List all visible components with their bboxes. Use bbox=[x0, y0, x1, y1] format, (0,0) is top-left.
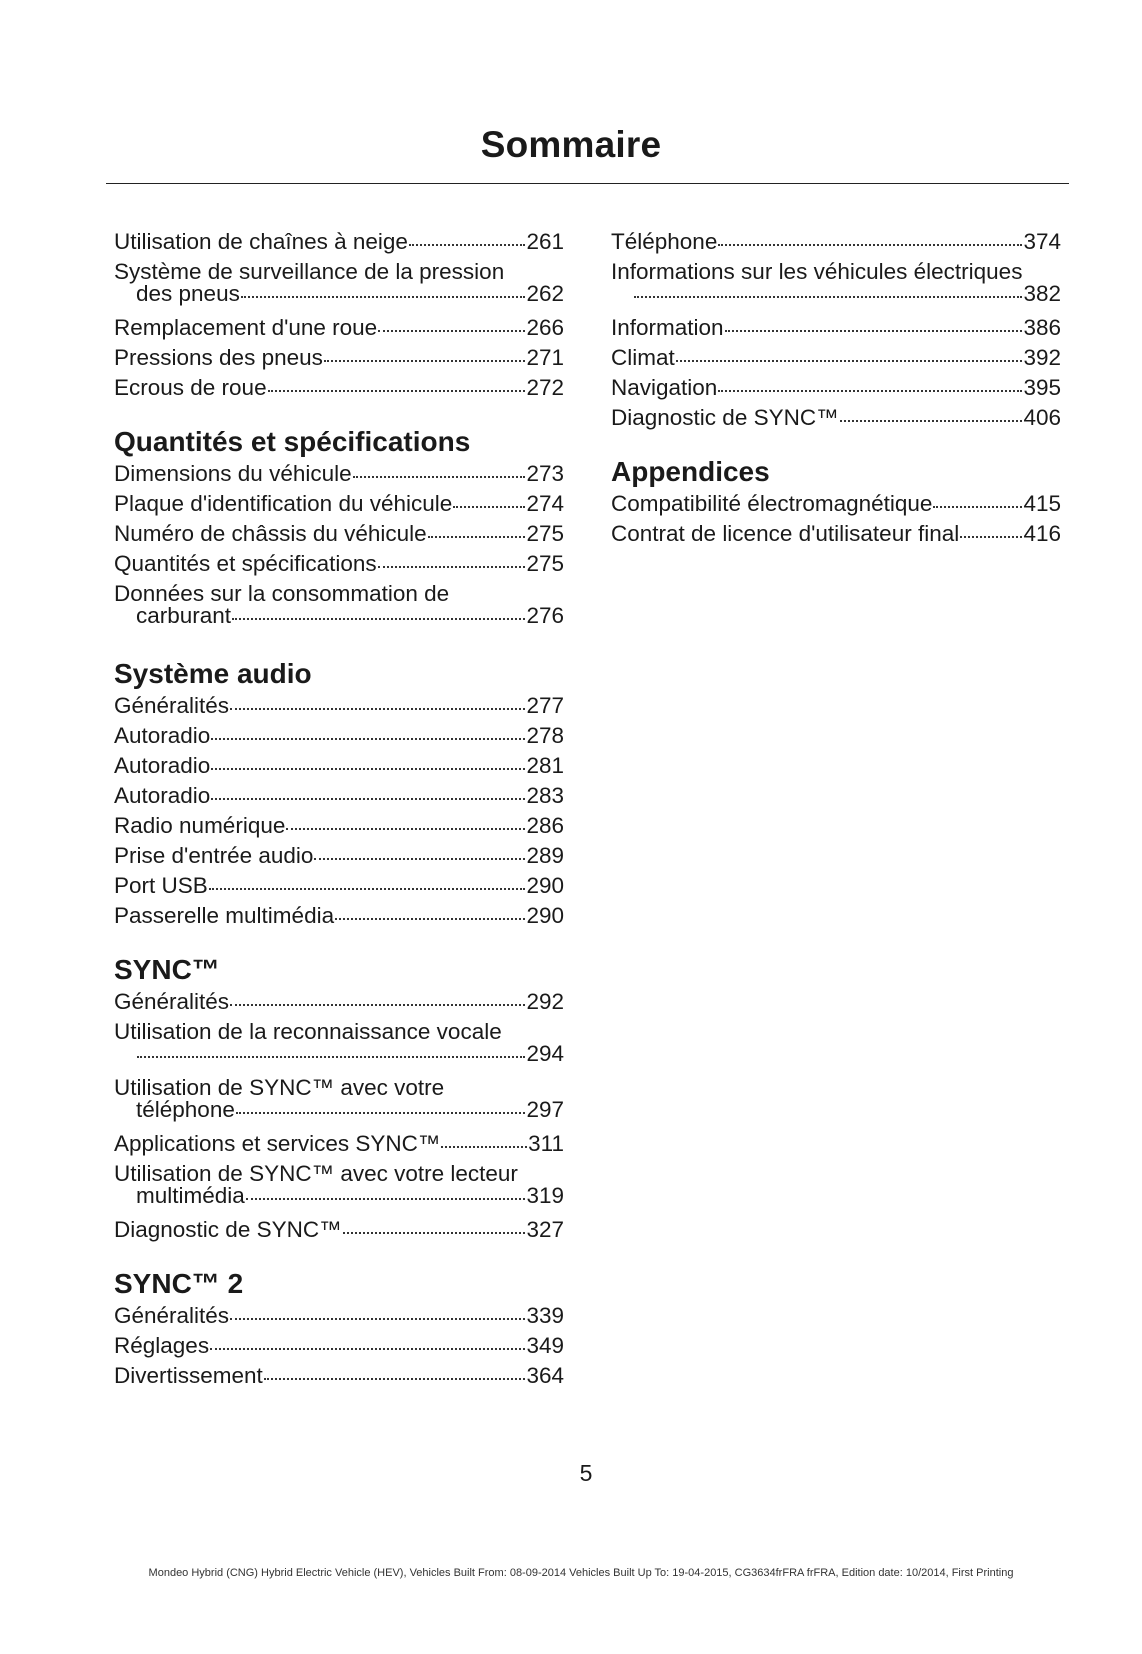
toc-entry-page: 349 bbox=[526, 1333, 564, 1358]
toc-entry[interactable] bbox=[114, 987, 564, 1017]
toc-entry-page: 261 bbox=[526, 229, 564, 254]
dot-leader bbox=[137, 1056, 525, 1058]
dot-leader bbox=[211, 798, 525, 800]
toc-entry-page: 292 bbox=[526, 989, 564, 1014]
toc-entry[interactable] bbox=[114, 459, 564, 489]
toc-entry-title: des pneus bbox=[136, 281, 240, 306]
toc-entry-page: 275 bbox=[526, 551, 564, 576]
toc-entry-title: Utilisation de chaînes à neige bbox=[114, 229, 408, 254]
dot-leader bbox=[378, 566, 526, 568]
toc-left-column bbox=[114, 227, 564, 1391]
dot-leader bbox=[264, 1378, 526, 1380]
toc-entry[interactable] bbox=[114, 1017, 564, 1073]
toc-right-column bbox=[611, 227, 1061, 549]
dot-leader bbox=[230, 708, 525, 710]
toc-section-sync bbox=[114, 953, 564, 1245]
toc-entry-page: 262 bbox=[526, 281, 564, 306]
dot-leader bbox=[314, 858, 525, 860]
toc-entry-page: 294 bbox=[526, 1041, 564, 1066]
toc-entry-title-line1: Utilisation de SYNC™ avec votre lecteur bbox=[114, 1161, 518, 1186]
page-title: Sommaire bbox=[480, 124, 662, 165]
dot-leader bbox=[409, 244, 526, 246]
toc-entry-title-line1: Données sur la consommation de bbox=[114, 581, 450, 606]
toc-section-quantites bbox=[114, 425, 564, 635]
toc-entry[interactable] bbox=[114, 1301, 564, 1331]
dot-leader bbox=[236, 1112, 526, 1114]
toc-entry[interactable] bbox=[114, 343, 564, 373]
dot-leader bbox=[453, 506, 525, 508]
toc-entry-title: Généralités bbox=[114, 989, 230, 1014]
toc-entry-title-line1: Informations sur les véhicules électriques bbox=[611, 259, 1023, 284]
dot-leader bbox=[725, 330, 1023, 332]
toc-entry-page: 272 bbox=[526, 375, 564, 400]
toc-entry[interactable] bbox=[114, 227, 564, 257]
toc-entry[interactable] bbox=[114, 871, 564, 901]
toc-entry[interactable] bbox=[611, 227, 1061, 257]
toc-entry[interactable] bbox=[114, 781, 564, 811]
toc-entry-page: 276 bbox=[526, 603, 564, 628]
toc-entry-page: 327 bbox=[526, 1217, 564, 1242]
title-divider bbox=[106, 183, 1069, 184]
toc-entry-title: Autoradio bbox=[114, 723, 211, 748]
toc-entry-title: Numéro de châssis du véhicule bbox=[114, 521, 427, 546]
toc-entry[interactable] bbox=[114, 811, 564, 841]
toc-entry[interactable] bbox=[114, 1159, 564, 1215]
section-heading: Appendices bbox=[611, 456, 770, 487]
toc-entry-title: Réglages bbox=[114, 1333, 210, 1358]
dot-leader bbox=[241, 296, 526, 298]
toc-entry-title: Diagnostic de SYNC™ bbox=[611, 405, 839, 430]
toc-entry-title: Divertissement bbox=[114, 1363, 263, 1388]
dot-leader bbox=[840, 420, 1023, 422]
toc-entry[interactable] bbox=[114, 313, 564, 343]
toc-entry-title: multimédia bbox=[136, 1183, 245, 1208]
dot-leader bbox=[933, 506, 1022, 508]
dot-leader bbox=[353, 476, 526, 478]
page-number: 5 bbox=[579, 1460, 593, 1486]
toc-entry[interactable] bbox=[114, 1073, 564, 1129]
toc-entry[interactable] bbox=[114, 901, 564, 931]
dot-leader bbox=[343, 1232, 526, 1234]
toc-entry-title: Autoradio bbox=[114, 753, 211, 778]
toc-entry[interactable] bbox=[114, 1215, 564, 1245]
toc-entry[interactable] bbox=[114, 489, 564, 519]
section-heading: Système audio bbox=[114, 658, 312, 689]
toc-entry-page: 271 bbox=[526, 345, 564, 370]
toc-entry[interactable] bbox=[114, 721, 564, 751]
toc-entry-page: 339 bbox=[526, 1303, 564, 1328]
toc-entry[interactable] bbox=[114, 519, 564, 549]
dot-leader bbox=[960, 536, 1022, 538]
dot-leader bbox=[209, 888, 526, 890]
toc-entry-title: Information bbox=[611, 315, 724, 340]
toc-entry[interactable] bbox=[114, 549, 564, 579]
toc-entry-page: 364 bbox=[526, 1363, 564, 1388]
toc-entry-title: Climat bbox=[611, 345, 675, 370]
toc-entry-title: Diagnostic de SYNC™ bbox=[114, 1217, 342, 1242]
toc-entry-page: 277 bbox=[526, 693, 564, 718]
toc-entry[interactable] bbox=[114, 373, 564, 403]
toc-entry-title: téléphone bbox=[136, 1097, 235, 1122]
toc-entry-title: Contrat de licence d'utilisateur final bbox=[611, 521, 960, 546]
toc-entry[interactable] bbox=[611, 257, 1061, 313]
toc-entry-title: Généralités bbox=[114, 1303, 230, 1328]
dot-leader bbox=[324, 360, 526, 362]
toc-entry[interactable] bbox=[114, 691, 564, 721]
toc-entry-title: Remplacement d'une roue bbox=[114, 315, 378, 340]
footer-note: Mondeo Hybrid (CNG) Hybrid Electric Vehicle (HEV), Vehicles Built From: 08-09-2014 Vehicles Built Up To: 19-04-2015, CG3634frFRA frFRA, Edition date: 10/2014, First Printing bbox=[148, 1567, 1014, 1579]
toc-entry-page: 266 bbox=[526, 315, 564, 340]
toc-entry[interactable] bbox=[611, 403, 1061, 433]
toc-entry-title-line1: Utilisation de SYNC™ avec votre bbox=[114, 1075, 445, 1100]
toc-entry-page: 275 bbox=[526, 521, 564, 546]
toc-entry[interactable] bbox=[114, 1331, 564, 1361]
toc-entry[interactable] bbox=[611, 373, 1061, 403]
toc-entry-title-line1: Utilisation de la reconnaissance vocale bbox=[114, 1019, 502, 1044]
toc-entry-page: 274 bbox=[526, 491, 564, 516]
dot-leader bbox=[286, 828, 525, 830]
toc-entry-title: Applications et services SYNC™ bbox=[114, 1131, 441, 1156]
section-heading: SYNC™ bbox=[114, 954, 220, 985]
toc-entry-title: Navigation bbox=[611, 375, 718, 400]
toc-entry-page: 382 bbox=[1023, 281, 1061, 306]
toc-section-appendices bbox=[611, 455, 1061, 549]
toc-entry-page: 289 bbox=[526, 843, 564, 868]
toc-entry-title: carburant bbox=[136, 603, 232, 628]
toc-entry-title: Dimensions du véhicule bbox=[114, 461, 352, 486]
toc-entry-title: Passerelle multimédia bbox=[114, 903, 335, 928]
toc-entry-page: 386 bbox=[1023, 315, 1061, 340]
toc-entry-title: Plaque d'identification du véhicule bbox=[114, 491, 453, 516]
toc-section-sync2 bbox=[114, 1267, 564, 1391]
section-heading: Quantités et spécifications bbox=[114, 426, 471, 457]
toc-entry-title: Radio numérique bbox=[114, 813, 286, 838]
toc-section-audio bbox=[114, 657, 564, 931]
dot-leader bbox=[246, 1198, 526, 1200]
toc-entry-title: Téléphone bbox=[611, 229, 718, 254]
toc-entry-title: Quantités et spécifications bbox=[114, 551, 377, 576]
toc-entry-title: Compatibilité électromagnétique bbox=[611, 491, 933, 516]
toc-entry-page: 290 bbox=[526, 903, 564, 928]
toc-entry-title: Ecrous de roue bbox=[114, 375, 267, 400]
toc-entry-page: 392 bbox=[1023, 345, 1061, 370]
toc-entry-page: 416 bbox=[1023, 521, 1061, 546]
dot-leader bbox=[428, 536, 526, 538]
toc-entry-title: Pressions des pneus bbox=[114, 345, 323, 370]
toc-entry-title-line1: Système de surveillance de la pression bbox=[114, 259, 505, 284]
toc-entry-page: 319 bbox=[526, 1183, 564, 1208]
dot-leader bbox=[232, 618, 525, 620]
toc-entry-page: 281 bbox=[526, 753, 564, 778]
section-heading: SYNC™ 2 bbox=[114, 1268, 244, 1299]
dot-leader bbox=[210, 1348, 525, 1350]
toc-entry[interactable] bbox=[611, 313, 1061, 343]
toc-entry-page: 283 bbox=[526, 783, 564, 808]
toc-entry-page: 297 bbox=[526, 1097, 564, 1122]
dot-leader bbox=[718, 390, 1022, 392]
toc-entry[interactable] bbox=[611, 343, 1061, 373]
toc-entry-page: 278 bbox=[526, 723, 564, 748]
toc-entry-page: 286 bbox=[526, 813, 564, 838]
dot-leader bbox=[634, 296, 1022, 298]
toc-entry[interactable] bbox=[114, 841, 564, 871]
toc-entry-page: 406 bbox=[1023, 405, 1061, 430]
toc-entry[interactable] bbox=[611, 489, 1061, 519]
toc-section-intro-right bbox=[611, 227, 1061, 433]
dot-leader bbox=[718, 244, 1022, 246]
toc-entry-page: 374 bbox=[1023, 229, 1061, 254]
dot-leader bbox=[335, 918, 525, 920]
toc-entry[interactable] bbox=[114, 579, 564, 635]
toc-entry-title: Autoradio bbox=[114, 783, 211, 808]
toc-entry-page: 290 bbox=[526, 873, 564, 898]
dot-leader bbox=[230, 1004, 525, 1006]
dot-leader bbox=[211, 738, 525, 740]
toc-entry-page: 415 bbox=[1023, 491, 1061, 516]
toc-entry-page: 395 bbox=[1023, 375, 1061, 400]
toc-entry[interactable] bbox=[114, 257, 564, 313]
toc-entry-title: Généralités bbox=[114, 693, 230, 718]
dot-leader bbox=[676, 360, 1023, 362]
toc-entry[interactable] bbox=[611, 519, 1061, 549]
dot-leader bbox=[378, 330, 525, 332]
toc-entry[interactable] bbox=[114, 1361, 564, 1391]
dot-leader bbox=[441, 1146, 527, 1148]
toc-entry-page: 311 bbox=[528, 1131, 564, 1156]
dot-leader bbox=[268, 390, 526, 392]
toc-entry-title: Port USB bbox=[114, 873, 208, 898]
dot-leader bbox=[230, 1318, 525, 1320]
toc-entry-page: 273 bbox=[526, 461, 564, 486]
toc-section-intro-left bbox=[114, 227, 564, 403]
toc-entry-title: Prise d'entrée audio bbox=[114, 843, 314, 868]
dot-leader bbox=[211, 768, 525, 770]
toc-entry[interactable] bbox=[114, 751, 564, 781]
toc-entry[interactable] bbox=[114, 1129, 564, 1159]
